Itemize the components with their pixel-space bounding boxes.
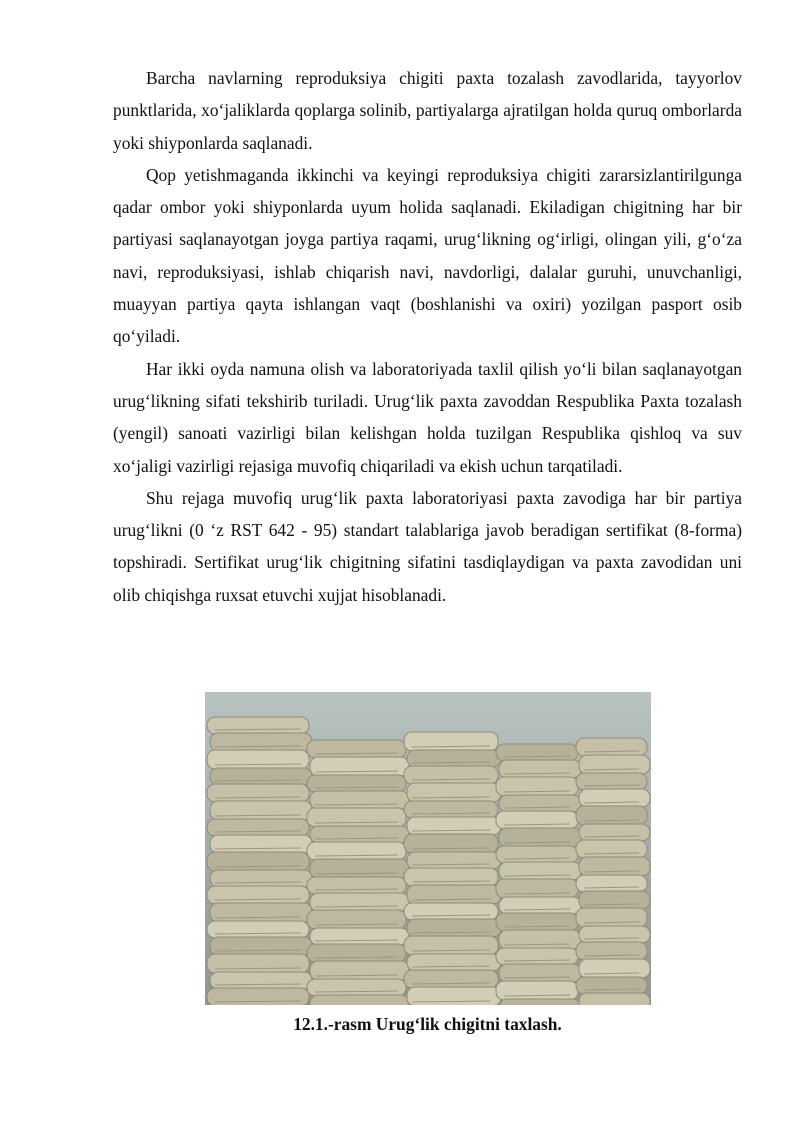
seed-bag <box>404 903 498 920</box>
seed-bag <box>579 993 650 1005</box>
seed-bag <box>307 944 406 962</box>
seed-bag <box>407 852 501 869</box>
seed-bag <box>207 717 309 734</box>
seed-bag <box>207 954 309 973</box>
paragraph-1: Barcha navlarning reproduksiya chigiti paxta tozalash zavodlarida, tayyorlov punktlarida, xo‘jaliklarda qoplarga solinib, partiyalarga ajratilgan holda quruq omborlarda yoki shiyponlarda saqlanadi. <box>113 68 742 153</box>
seed-bag <box>576 806 647 825</box>
seed-bag <box>579 926 650 943</box>
seed-bag <box>207 988 309 1005</box>
document-body <box>113 62 742 611</box>
seed-bag <box>576 840 647 858</box>
seed-bag <box>307 979 406 996</box>
seed-bag <box>307 910 406 929</box>
seed-bag <box>496 811 578 829</box>
seed-bag <box>307 808 406 827</box>
seed-bag <box>210 870 312 887</box>
seed-bag <box>310 826 409 843</box>
seed-bag <box>310 893 409 911</box>
seed-bag <box>576 942 647 960</box>
seed-bag <box>207 784 309 802</box>
seed-bag <box>407 817 501 835</box>
seed-bag <box>499 964 581 982</box>
seed-bag <box>404 834 498 853</box>
seed-bag <box>496 913 578 931</box>
seed-bag <box>207 921 309 938</box>
seed-bag <box>576 738 647 756</box>
seed-bag <box>499 999 581 1005</box>
seed-bag <box>407 750 501 767</box>
seed-bag <box>404 766 498 784</box>
seed-bag <box>404 732 498 751</box>
seed-bag <box>499 760 581 778</box>
seed-bag <box>310 995 409 1005</box>
seed-bag <box>579 824 650 841</box>
seed-bag <box>576 908 647 927</box>
seed-bag <box>307 740 406 758</box>
seed-bags-photo <box>205 692 651 1005</box>
seed-bag <box>579 789 650 807</box>
seed-bag <box>404 868 498 886</box>
seed-bag <box>496 777 578 796</box>
seed-bag <box>407 885 501 904</box>
seed-bag <box>207 886 309 904</box>
seed-bag <box>404 936 498 955</box>
seed-bag <box>210 768 312 785</box>
seed-bag <box>407 783 501 802</box>
seed-bag <box>207 750 309 769</box>
seed-bag <box>407 954 501 971</box>
seed-bag <box>576 773 647 790</box>
seed-bag <box>307 877 406 894</box>
seed-bag <box>499 795 581 812</box>
seed-bag <box>579 891 650 909</box>
seed-bag <box>496 981 578 1000</box>
seed-bag <box>499 897 581 914</box>
seed-bag <box>210 835 312 853</box>
seed-bag <box>207 852 309 871</box>
seed-bag <box>496 744 578 761</box>
seed-bag <box>210 801 312 820</box>
seed-bag <box>576 875 647 892</box>
seed-bag <box>310 859 409 878</box>
paragraph-2: Qop yetishmaganda ikkinchi va keyingi reproduksiya chigiti zararsizlantirilgunga qadar ombor yoki shiyponlarda uyum holida saqlanadi. Ekiladigan chigitning har bir partiyasi saqlanayotgan joyga partiya raqami, urug‘likning og‘irligi, olingan yili, g‘o‘za navi, reproduksiyasi, ishlab chiqarish navi, navdorligi, dalalar guruhi, unuvchanligi, muayyan partiya qayta ishlangan vaqt (boshlanishi va oxiri) yozilgan pasport osib qo‘yiladi. <box>113 164 742 347</box>
seed-bag <box>307 775 406 792</box>
seed-bag <box>210 903 312 922</box>
seed-bag <box>310 928 409 945</box>
seed-bag <box>207 819 309 836</box>
seed-bag <box>499 862 581 880</box>
seed-bag <box>499 930 581 949</box>
seed-bag <box>496 879 578 898</box>
seed-bag <box>499 828 581 847</box>
seed-bag <box>496 948 578 965</box>
seed-bag <box>579 959 650 978</box>
seed-bag <box>496 846 578 863</box>
seed-bag <box>310 757 409 776</box>
seed-bag <box>210 972 312 989</box>
stacked-bags-illustration <box>205 692 651 1005</box>
seed-bag <box>407 919 501 937</box>
seed-bag <box>210 937 312 955</box>
figure-caption: 12.1.-rasm Urug‘lik chigitni taxlash. <box>293 1014 562 1034</box>
seed-bag <box>579 755 650 774</box>
seed-bag <box>579 857 650 876</box>
seed-bag <box>310 961 409 980</box>
seed-bag <box>210 733 312 751</box>
seed-bag <box>310 791 409 809</box>
paragraph-4: Shu rejaga muvofiq urug‘lik paxta laboratoriyasi paxta zavodiga har bir partiya urug‘likni (0 ‘z RST 642 - 95) standart talablariga javob beradigan sertifikat (8-forma) topshiradi. Sertifikat urug‘lik chigitning sifatini tasdiqlaydigan va paxta zavodidan uni olib chiqishga ruxsat etuvchi xujjat hisoblanadi. <box>113 487 742 605</box>
seed-bag <box>576 977 647 994</box>
paragraph-3: Har ikki oyda namuna olish va laboratoriyada taxlil qilish yo‘li bilan saqlanayotgan urug‘likning sifati tekshirib turiladi. Urug‘lik paxta zavoddan Respublika Paxta tozalash (yengil) sanoati vazirligi bilan kelishgan holda tuzilgan Respublika qishloq va suv xo‘jaligi vazirligi rejasiga muvofiq chiqariladi va ekish uchun tarqatiladi. <box>113 358 742 476</box>
seed-bag <box>404 801 498 818</box>
seed-bag <box>404 970 498 988</box>
seed-bag <box>307 842 406 860</box>
